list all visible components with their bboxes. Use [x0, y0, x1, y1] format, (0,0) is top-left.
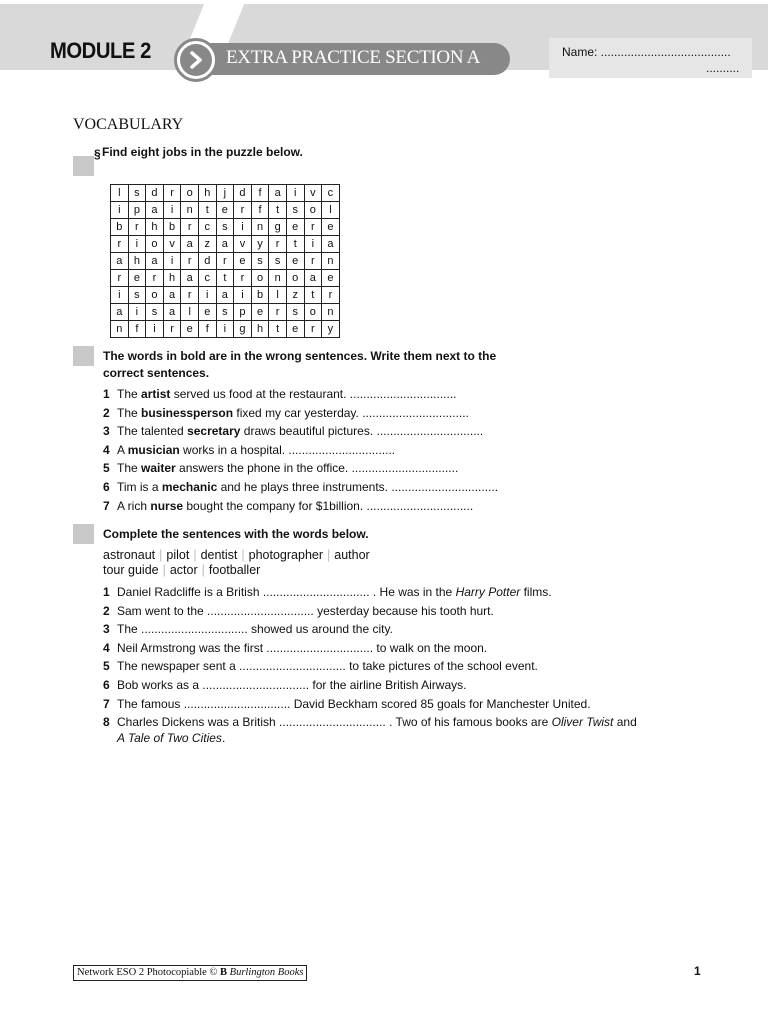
grid-cell[interactable]: a — [111, 253, 129, 270]
exercise-1-marker — [73, 156, 94, 176]
grid-row — [111, 287, 340, 304]
grid-cell[interactable]: t — [269, 202, 287, 219]
grid-cell[interactable]: r — [181, 287, 199, 304]
grid-row — [111, 304, 340, 321]
grid-cell[interactable]: r — [163, 185, 181, 202]
grid-cell[interactable]: o — [286, 270, 304, 287]
grid-cell[interactable]: l — [322, 202, 340, 219]
exercise-3-item — [103, 602, 637, 621]
grid-cell[interactable]: s — [146, 304, 164, 321]
word-bank-item: astronaut — [103, 548, 156, 562]
exercise-3-item — [103, 620, 637, 639]
item-number: 2 — [103, 603, 110, 618]
grid-cell[interactable]: a — [146, 202, 164, 219]
exercise-3-item-8-continuation — [103, 729, 637, 748]
grid-cell[interactable]: a — [163, 304, 181, 321]
grid-cell[interactable]: t — [269, 321, 287, 338]
grid-cell[interactable]: p — [234, 304, 252, 321]
item-bold-word: secretary — [187, 424, 241, 439]
grid-cell[interactable]: l — [111, 185, 129, 202]
footer-copyright-text: Network ESO 2 Photocopiable © — [77, 967, 221, 978]
word-separator: | — [193, 548, 197, 562]
grid-cell[interactable]: h — [128, 253, 146, 270]
grid-cell[interactable]: g — [269, 219, 287, 236]
grid-cell[interactable]: t — [198, 202, 216, 219]
vocabulary-heading: VOCABULARY — [73, 116, 184, 133]
exercise-2-item — [103, 422, 498, 441]
item-bold-word: mechanic — [161, 479, 218, 494]
item-italic-title: Harry Potter — [455, 585, 521, 599]
grid-cell[interactable]: g — [234, 321, 252, 338]
item-number: 3 — [103, 622, 110, 637]
item-text-end: . — [221, 730, 226, 745]
grid-cell[interactable]: j — [216, 185, 234, 202]
grid-cell[interactable]: z — [198, 236, 216, 253]
grid-cell[interactable]: a — [111, 304, 129, 321]
grid-cell[interactable]: i — [111, 202, 129, 219]
item-text-post[interactable]: fixed my car yesterday. ................................ — [233, 405, 469, 420]
item-text[interactable]: Daniel Radcliffe is a British ................................ . He was in the — [117, 585, 456, 599]
grid-cell[interactable]: a — [216, 236, 234, 253]
grid-cell[interactable]: b — [111, 219, 129, 236]
item-number: 8 — [103, 715, 110, 730]
grid-cell[interactable]: i — [163, 253, 181, 270]
grid-cell[interactable]: b — [251, 287, 269, 304]
exercise-3-instruction: Complete the sentences with the words below. — [103, 527, 369, 541]
word-bank-item: dentist — [200, 548, 238, 562]
item-text-post[interactable]: draws beautiful pictures. ................................ — [240, 424, 484, 439]
grid-cell[interactable]: r — [111, 270, 129, 287]
word-separator: | — [201, 563, 205, 577]
grid-cell[interactable]: e — [234, 253, 252, 270]
grid-cell[interactable]: r — [269, 304, 287, 321]
grid-cell[interactable]: h — [251, 321, 269, 338]
grid-cell[interactable]: l — [181, 304, 199, 321]
grid-cell[interactable]: c — [198, 219, 216, 236]
grid-cell[interactable]: e — [216, 202, 234, 219]
grid-cell[interactable]: n — [322, 304, 340, 321]
section-title: EXTRA PRACTICE SECTION A — [226, 47, 481, 68]
item-text[interactable]: Sam went to the ................................ yesterday because his tooth hurt. — [117, 603, 494, 618]
grid-cell[interactable]: f — [128, 321, 146, 338]
footer-brand: Burlington Books — [229, 967, 304, 978]
grid-cell[interactable]: e — [286, 253, 304, 270]
grid-cell[interactable]: r — [128, 219, 146, 236]
grid-cell[interactable]: r — [181, 253, 199, 270]
grid-cell[interactable]: i — [111, 287, 129, 304]
exercise-2-instruction-line1: The words in bold are in the wrong sentences. Write them next to the — [103, 349, 497, 363]
grid-cell[interactable]: i — [163, 202, 181, 219]
grid-cell[interactable]: i — [286, 185, 304, 202]
exercise-2-item — [103, 459, 498, 478]
grid-row — [111, 270, 340, 287]
grid-cell[interactable]: v — [304, 185, 322, 202]
grid-cell[interactable]: f — [251, 202, 269, 219]
grid-cell[interactable]: i — [198, 287, 216, 304]
item-number: 6 — [103, 677, 110, 692]
grid-cell[interactable]: b — [163, 219, 181, 236]
item-text-pre: The — [117, 387, 142, 401]
grid-cell[interactable]: v — [163, 236, 181, 253]
grid-row — [111, 253, 340, 270]
item-text-post[interactable]: and he plays three instruments. ................................ — [217, 479, 499, 494]
item-text-pre: The talented — [117, 424, 188, 439]
word-bank-item: tour guide — [103, 563, 159, 577]
grid-cell[interactable]: v — [234, 236, 252, 253]
grid-cell[interactable]: n — [181, 202, 199, 219]
grid-cell[interactable]: d — [146, 185, 164, 202]
name-field-continuation[interactable]: .......... — [706, 61, 740, 75]
grid-cell[interactable]: o — [304, 202, 322, 219]
grid-cell[interactable]: o — [146, 287, 164, 304]
grid-cell[interactable]: n — [111, 321, 129, 338]
grid-cell[interactable]: a — [181, 270, 199, 287]
exercise-2-item — [103, 385, 498, 404]
item-text[interactable]: Charles Dickens was a British ................................ . Two of his famous books are — [117, 715, 552, 730]
grid-row — [111, 321, 340, 338]
grid-cell[interactable]: i — [216, 321, 234, 338]
page-number: 1 — [694, 964, 701, 978]
word-search-grid — [110, 184, 340, 338]
grid-cell[interactable]: f — [198, 321, 216, 338]
grid-cell[interactable]: i — [234, 287, 252, 304]
exercise-2-instruction — [103, 348, 496, 382]
grid-cell[interactable]: i — [128, 236, 146, 253]
grid-cell[interactable]: r — [304, 219, 322, 236]
grid-cell[interactable]: s — [286, 202, 304, 219]
grid-cell[interactable]: n — [251, 219, 269, 236]
grid-cell[interactable]: r — [304, 321, 322, 338]
grid-cell[interactable]: e — [286, 219, 304, 236]
word-bank-item: author — [334, 548, 370, 562]
item-text-post[interactable]: served us food at the restaurant. ................................ — [170, 387, 457, 401]
exercise-3-item — [103, 657, 637, 676]
item-number: 2 — [103, 405, 110, 420]
grid-cell[interactable]: d — [234, 185, 252, 202]
grid-cell[interactable]: i — [304, 236, 322, 253]
item-text-pre: The — [117, 405, 142, 420]
word-bank-item: footballer — [208, 563, 261, 577]
grid-cell[interactable]: a — [216, 287, 234, 304]
word-separator: | — [241, 548, 245, 562]
exercise-2-item — [103, 441, 498, 460]
grid-cell[interactable]: a — [163, 287, 181, 304]
grid-row — [111, 236, 340, 253]
item-text-end: films. — [520, 585, 552, 599]
grid-cell[interactable]: r — [234, 270, 252, 287]
grid-cell[interactable]: t — [216, 270, 234, 287]
exercise-1-instruction: Find eight jobs in the puzzle below. — [102, 145, 303, 159]
grid-cell[interactable]: r — [181, 219, 199, 236]
grid-cell[interactable]: s — [216, 304, 234, 321]
exercise-2-marker — [73, 346, 94, 366]
item-italic-title: Oliver Twist — [551, 715, 614, 730]
grid-cell[interactable]: r — [234, 202, 252, 219]
word-separator: | — [327, 548, 331, 562]
grid-cell[interactable]: s — [128, 287, 146, 304]
burlington-logo-icon: B — [220, 967, 228, 978]
grid-cell[interactable]: i — [146, 321, 164, 338]
item-bold-word: waiter — [141, 461, 176, 476]
item-text-end: and — [613, 715, 637, 730]
grid-cell[interactable]: a — [304, 270, 322, 287]
grid-row — [111, 202, 340, 219]
item-bold-word: nurse — [150, 498, 184, 513]
word-bank-item: actor — [169, 563, 198, 577]
grid-cell[interactable]: o — [251, 270, 269, 287]
grid-cell[interactable]: e — [286, 321, 304, 338]
grid-cell[interactable]: e — [198, 304, 216, 321]
exercise-2-instruction-line2: correct sentences. — [103, 366, 210, 380]
grid-row — [111, 185, 340, 202]
exercise-3-marker — [73, 524, 94, 544]
item-text-pre: A — [117, 442, 128, 457]
module-title: MODULE 2 — [50, 38, 151, 63]
item-number: 6 — [103, 479, 110, 494]
grid-cell[interactable]: a — [269, 185, 287, 202]
grid-cell[interactable]: y — [251, 236, 269, 253]
grid-cell[interactable]: a — [322, 236, 340, 253]
grid-cell[interactable]: z — [286, 287, 304, 304]
item-text[interactable]: The ................................ showed us around the city. — [117, 622, 393, 637]
exercise-3-item — [103, 676, 637, 695]
item-text-post[interactable]: answers the phone in the office. ................................ — [175, 461, 459, 476]
grid-cell[interactable]: r — [304, 253, 322, 270]
grid-cell[interactable]: a — [146, 253, 164, 270]
name-field[interactable]: Name: ....................................... — [562, 45, 731, 59]
grid-cell[interactable]: f — [251, 185, 269, 202]
grid-cell[interactable]: i — [128, 304, 146, 321]
grid-cell[interactable]: c — [198, 270, 216, 287]
grid-cell[interactable]: e — [181, 321, 199, 338]
grid-cell[interactable]: e — [322, 219, 340, 236]
grid-cell[interactable]: h — [146, 219, 164, 236]
grid-cell[interactable]: a — [181, 236, 199, 253]
grid-cell[interactable]: s — [269, 253, 287, 270]
grid-cell[interactable]: r — [111, 236, 129, 253]
grid-cell[interactable]: y — [322, 321, 340, 338]
grid-cell[interactable]: o — [146, 236, 164, 253]
item-text-pre: A rich — [117, 498, 151, 513]
grid-cell[interactable]: o — [181, 185, 199, 202]
exercise-2-item — [103, 478, 498, 497]
item-number: 7 — [103, 696, 110, 711]
exercise-2-item — [103, 404, 498, 423]
exercise-3-item — [103, 695, 637, 714]
word-separator: | — [159, 548, 163, 562]
footer-copyright — [73, 965, 307, 981]
item-number: 5 — [103, 461, 110, 476]
grid-cell[interactable]: n — [269, 270, 287, 287]
grid-cell[interactable]: p — [128, 202, 146, 219]
item-bold-word: businessperson — [141, 405, 234, 420]
exercise-2-item — [103, 497, 498, 516]
grid-cell[interactable]: h — [163, 270, 181, 287]
word-bank-item: pilot — [166, 548, 190, 562]
grid-cell[interactable]: s — [128, 185, 146, 202]
grid-cell[interactable]: t — [304, 287, 322, 304]
word-bank-line-1 — [103, 548, 370, 563]
grid-cell[interactable]: r — [322, 287, 340, 304]
item-text[interactable]: Bob works as a ................................ for the airline British Airways. — [117, 677, 467, 692]
item-number: 7 — [103, 498, 110, 513]
grid-cell[interactable]: h — [198, 185, 216, 202]
exercise-2-list — [103, 385, 498, 515]
word-separator: | — [162, 563, 166, 577]
item-number: 3 — [103, 424, 110, 439]
item-number: 4 — [103, 640, 110, 655]
item-number: 1 — [103, 585, 110, 599]
grid-cell[interactable]: r — [146, 270, 164, 287]
chevron-right-icon — [180, 44, 212, 76]
item-number: 1 — [103, 387, 110, 401]
grid-cell[interactable]: s — [251, 253, 269, 270]
exercise-3-item — [103, 639, 637, 658]
word-bank-item: photographer — [248, 548, 324, 562]
item-text-post[interactable]: bought the company for $1billion. ................................ — [183, 498, 474, 513]
grid-cell[interactable]: e — [128, 270, 146, 287]
item-italic-title: A Tale of Two Cities — [117, 730, 222, 745]
item-bold-word: musician — [127, 442, 180, 457]
exercise-3-list — [103, 583, 637, 747]
grid-cell[interactable]: d — [198, 253, 216, 270]
grid-cell[interactable]: t — [286, 236, 304, 253]
grid-cell[interactable]: r — [216, 253, 234, 270]
grid-cell[interactable]: r — [163, 321, 181, 338]
item-text[interactable]: Neil Armstrong was the first ................................ to walk on the moon. — [117, 640, 488, 655]
item-number: 5 — [103, 659, 110, 674]
grid-cell[interactable]: i — [234, 219, 252, 236]
exercise-1-symbol: § — [94, 147, 101, 161]
item-bold-word: artist — [141, 387, 171, 401]
item-text-pre: Tim is a — [117, 479, 162, 494]
exercise-3-item — [103, 583, 637, 602]
grid-cell[interactable]: c — [322, 185, 340, 202]
grid-cell[interactable]: o — [304, 304, 322, 321]
item-text[interactable]: The newspaper sent a ................................ to take pictures of the school event. — [117, 659, 538, 674]
grid-row — [111, 219, 340, 236]
grid-cell[interactable]: e — [322, 270, 340, 287]
grid-cell[interactable]: l — [269, 287, 287, 304]
grid-cell[interactable]: n — [322, 253, 340, 270]
item-text-pre: The — [117, 461, 142, 476]
grid-cell[interactable]: r — [269, 236, 287, 253]
item-text[interactable]: The famous ................................ David Beckham scored 85 goals for Manchester United. — [117, 696, 591, 711]
grid-cell[interactable]: e — [251, 304, 269, 321]
word-bank-line-2 — [103, 563, 260, 578]
grid-cell[interactable]: s — [216, 219, 234, 236]
item-number: 4 — [103, 442, 110, 457]
item-text-post[interactable]: works in a hospital. ................................ — [179, 442, 396, 457]
grid-cell[interactable]: s — [286, 304, 304, 321]
